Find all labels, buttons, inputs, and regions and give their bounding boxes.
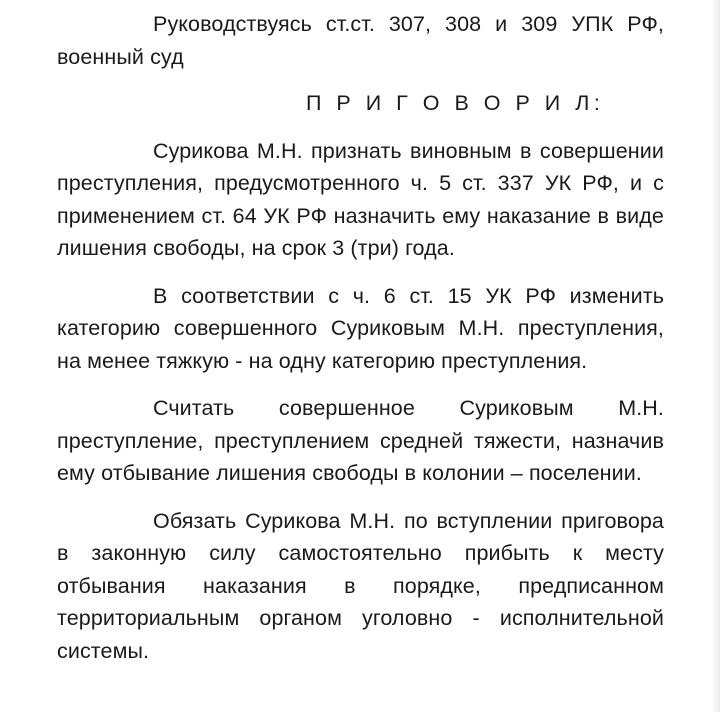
page-edge-shadow bbox=[712, 0, 720, 712]
paragraph-classification: Считать совершенное Суриковым М.Н. преступление, преступлением средней тяжести, назначив ему отбывание лишения свободы в колонии – поселении. bbox=[57, 396, 664, 485]
document-body bbox=[57, 8, 664, 667]
verdict-heading: П Р И Г О В О Р И Л: bbox=[306, 91, 605, 115]
paragraph-category-change: В соответствии с ч. 6 ст. 15 УК РФ изменить категорию совершенного Суриковым М.Н. преступления, на менее тяжкую - на одну категорию преступления. bbox=[57, 283, 664, 373]
paragraph-sentence: Сурикова М.Н. признать виновным в совершении преступления, предусмотренного ч. 5 ст. 337 УК РФ, и с применением ст. 64 УК РФ назначить ему наказание в виде лишения свободы, на срок 3 (три) года. bbox=[57, 138, 664, 260]
intro-paragraph: Руководствуясь ст.ст. 307, 308 и 309 УПК РФ, военный суд bbox=[57, 12, 664, 69]
paragraph-obligation: Обязать Сурикова М.Н. по вступлении приговора в законную силу самостоятельно прибыть к месту отбывания наказания в порядке, предписанном территориальным органом уголовно - исполнительной системы. bbox=[57, 508, 664, 663]
